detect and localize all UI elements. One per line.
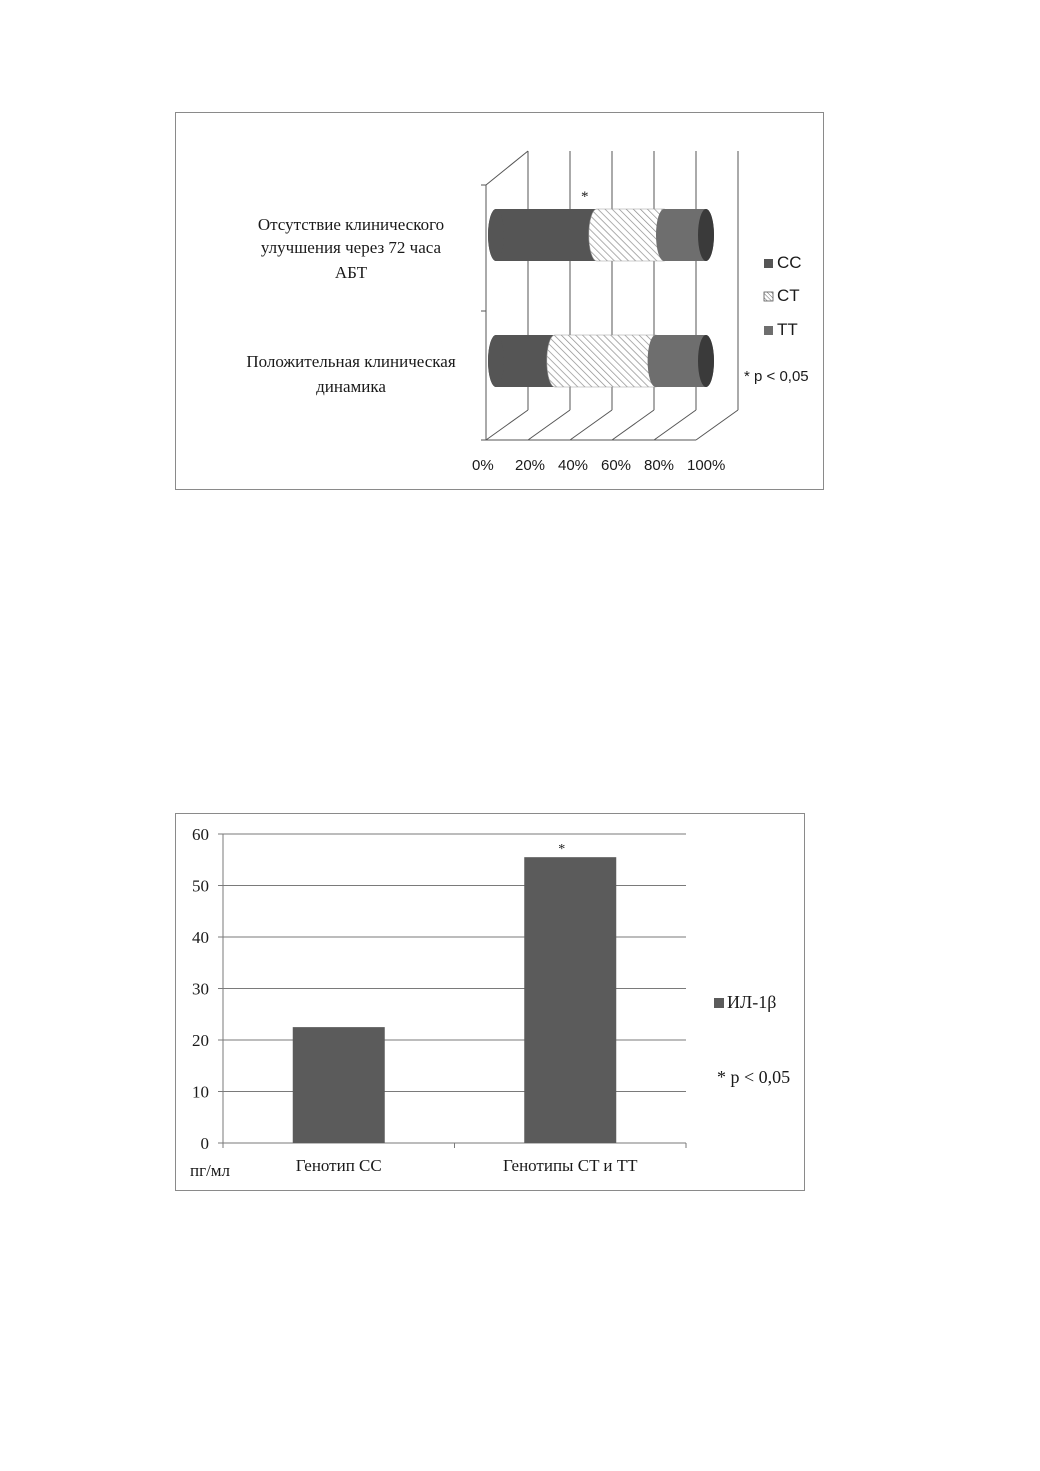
significance-asterisk: *: [581, 189, 589, 205]
legend-swatch-tt: [764, 326, 773, 335]
legend-label-ct: CT: [777, 286, 800, 305]
x-tick-label: 80%: [644, 457, 675, 474]
x-category-label: Генотипы CT и TT: [502, 1156, 638, 1175]
gridline-floor: [570, 410, 612, 440]
category-label: Отсутствие клинического: [257, 215, 445, 234]
significance-asterisk: *: [558, 842, 566, 858]
gridline-floor: [486, 410, 528, 440]
bar-segment-ct: [547, 335, 664, 387]
legend-swatch-ct: [764, 292, 773, 301]
chart-il1b-by-genotype: [175, 813, 805, 1191]
y-tick-label: 60: [192, 825, 209, 844]
bar-1: [293, 1027, 385, 1143]
cylinder-cap-left: [488, 209, 504, 261]
y-tick-label: 30: [192, 979, 209, 999]
y-tick-label: 0: [200, 1134, 209, 1153]
gridline-floor: [528, 410, 570, 440]
category-label: динамика: [316, 377, 386, 396]
y-tick-label: 40: [192, 928, 209, 947]
legend-swatch-cc: [764, 259, 773, 268]
bar-2: [524, 857, 616, 1143]
x-tick-label: 20%: [515, 457, 546, 474]
cylinder-cap-right: [698, 335, 714, 387]
category-label: Положительная клиническая: [246, 352, 456, 371]
x-tick-label: 100%: [687, 457, 726, 474]
y-tick-label: 20: [192, 1031, 209, 1050]
chart2-svg: [176, 814, 806, 1192]
x-tick-label: 0%: [472, 457, 494, 474]
gridline-floor: [612, 410, 654, 440]
legend-label-il1b: ИЛ-1β: [727, 992, 777, 1012]
legend-significance-note: * p < 0,05: [744, 368, 809, 385]
y-axis-unit-label: пг/мл: [190, 1161, 231, 1180]
legend-significance-note: * p < 0,05: [717, 1067, 791, 1087]
gridline-floor: [696, 410, 738, 440]
y-tick-label: 10: [192, 1082, 209, 1102]
cylinder-bar-2: [488, 335, 714, 387]
x-tick-label: 40%: [558, 457, 589, 474]
legend-label-cc: CC: [777, 253, 802, 272]
x-category-label: Генотип CC: [295, 1156, 382, 1175]
legend-swatch-il1b: [714, 998, 724, 1008]
axis-left-top: [486, 151, 528, 185]
bar-segment-cc: [488, 209, 605, 261]
cylinder-cap-left: [488, 335, 504, 387]
legend-label-tt: TT: [777, 320, 798, 339]
x-tick-label: 60%: [601, 457, 632, 474]
y-tick-label: 50: [192, 876, 209, 896]
cylinder-cap-right: [698, 209, 714, 261]
category-label: АБТ: [334, 263, 368, 282]
chart1-svg: [176, 113, 825, 491]
chart-genotype-clinical-dynamics: [175, 112, 824, 490]
category-label: улучшения через 72 часа: [260, 238, 442, 257]
cylinder-bar-1: [488, 209, 714, 261]
gridline-floor: [654, 410, 696, 440]
